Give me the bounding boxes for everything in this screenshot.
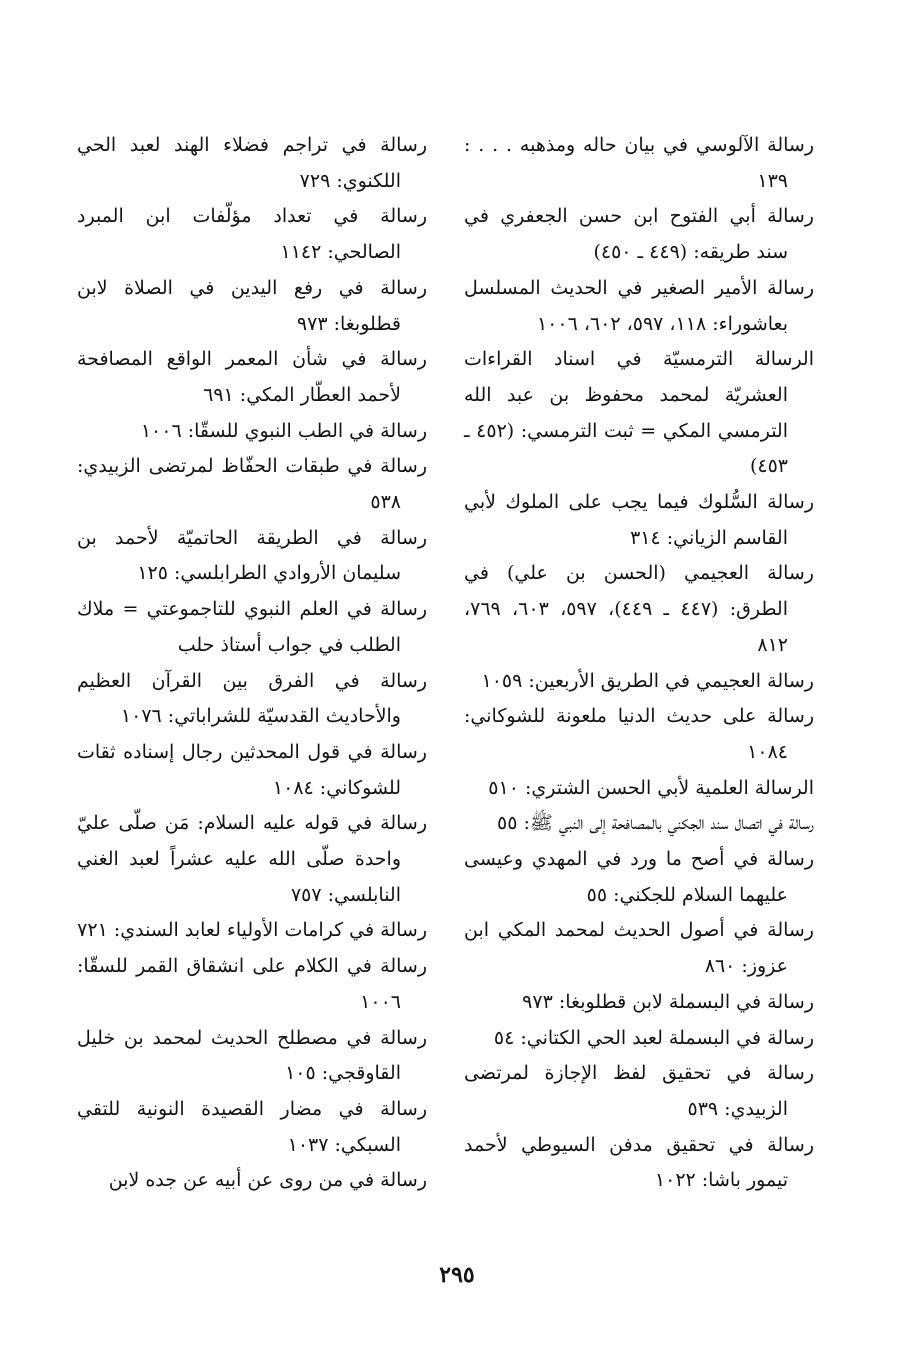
index-entry: رسالة في تحقيق لفظ الإجازة لمرتضى الزبيدي: ٥٣٩ — [464, 1062, 814, 1120]
index-entry: رسالة في أصول الحديث لمحمد المكي ابن عزوز: ٨٦٠ — [464, 919, 814, 978]
index-entry: رسالة أبي الفتوح ابن حسن الجعفري في سند طريقه: (٤٤٩ ـ ٤٥٠) — [464, 205, 814, 264]
index-entry: الرسالة العلمية لأبي الحسن الشتري: ٥١٠ — [488, 776, 814, 799]
index-entry: رسالة في أصح ما ورد في المهدي وعيسى عليهما السلام للجكني: ٥٥ — [464, 848, 814, 906]
index-entry: رسالة في شأن المعمر الواقع المصافحة لأحمد العطّار المكي: ٦٩١ — [77, 348, 427, 406]
index-entry: رسالة في الطب النبوي للسقّا: ١٠٠٦ — [140, 419, 427, 442]
index-entry: رسالة في من روى عن أبيه عن جده لابن — [108, 1169, 427, 1192]
index-entry: رسالة في العلم النبوي للتاجموعتي = ملاك الطلب في جواب أستاذ حلب — [77, 598, 427, 656]
index-entry: رسالة في الكلام على انشقاق القمر للسقّا: ١٠٠٦ — [77, 955, 427, 1013]
index-entry: رسالة في تراجم فضلاء الهند لعبد الحي اللكنوي: ٧٢٩ — [77, 134, 427, 192]
right-column — [464, 128, 814, 1199]
index-entry: رسالة في تعداد مؤلّفات ابن المبرد الصالحي: ١١٤٢ — [77, 205, 427, 264]
index-entry: رسالة في قوله عليه السلام: مَن صلّى عليّ واحدة صلّى الله عليه عشراً لعبد الغني النابلسي: ٧٥٧ — [77, 812, 428, 906]
index-entry: رسالة الأمير الصغير في الحديث المسلسل بعاشوراء: ١١٨، ٥٩٧، ٦٠٢، ١٠٠٦ — [464, 276, 814, 335]
index-entry: رسالة العجيمي (الحسن بن علي) في الطرق: (٤٤٧ ـ ٤٤٩)، ٥٩٧، ٦٠٣، ٧٦٩، ٨١٢ — [464, 562, 814, 656]
index-entry: رسالة الآلوسي في بيان حاله ومذهبه . . . : ١٣٩ — [464, 134, 814, 192]
index-entry: رسالة في الفرق بين القرآن العظيم والأحاديث القدسيّة للشراباتي: ١٠٧٦ — [77, 669, 427, 728]
index-entry: رسالة في رفع اليدين في الصلاة لابن قطلوبغا: ٩٧٣ — [77, 276, 427, 335]
index-entry: الرسالة الترمسيّة في اسناد القراءات العشريّة لمحمد محفوظ بن عبد الله الترمسي المكي = ثبت الترمسي: (٤٥٢ ـ ٤٥٣) — [464, 348, 814, 478]
index-entry: رسالة في مصطلح الحديث لمحمد بن خليل القاوقجي: ١٠٥ — [77, 1026, 427, 1085]
index-entry: رسالة في اتصال سند الجكني بالمصافحة إلى النبي ﷺ: ٥٥ — [497, 812, 814, 835]
index-entry: رسالة السُّلوك فيما يجب على الملوك لأبي القاسم الزياني: ٣١٤ — [464, 491, 814, 549]
index-entry: رسالة على حديث الدنيا ملعونة للشوكاني: ١٠٨٤ — [464, 705, 814, 763]
index-entry: رسالة في الطريقة الحاتميّة لأحمد بن سليمان الأروادي الطرابلسي: ١٢٥ — [77, 526, 427, 585]
index-entry: رسالة في تحقيق مدفن السيوطي لأحمد تيمور باشا: ١٠٢٢ — [464, 1133, 814, 1192]
index-entry: رسالة العجيمي في الطريق الأربعين: ١٠٥٩ — [481, 669, 814, 692]
index-entry: رسالة في البسملة لعبد الحي الكتاني: ٥٤ — [493, 1026, 814, 1049]
index-entry: رسالة في البسملة لابن قطلوبغا: ٩٧٣ — [522, 990, 814, 1013]
left-column — [77, 128, 427, 1199]
index-entry: رسالة في كرامات الأولياء لعابد السندي: ٧٢١ — [77, 919, 427, 942]
page-number: ٢٩٥ — [439, 1262, 475, 1288]
index-entry: رسالة في مضار القصيدة النونية للتقي السبكي: ١٠٣٧ — [77, 1097, 427, 1156]
index-entry: رسالة في قول المحدثين رجال إسناده ثقات للشوكاني: ١٠٨٤ — [77, 740, 427, 799]
index-entry: رسالة في طبقات الحفّاظ لمرتضى الزبيدي: ٥٣٨ — [77, 455, 427, 514]
